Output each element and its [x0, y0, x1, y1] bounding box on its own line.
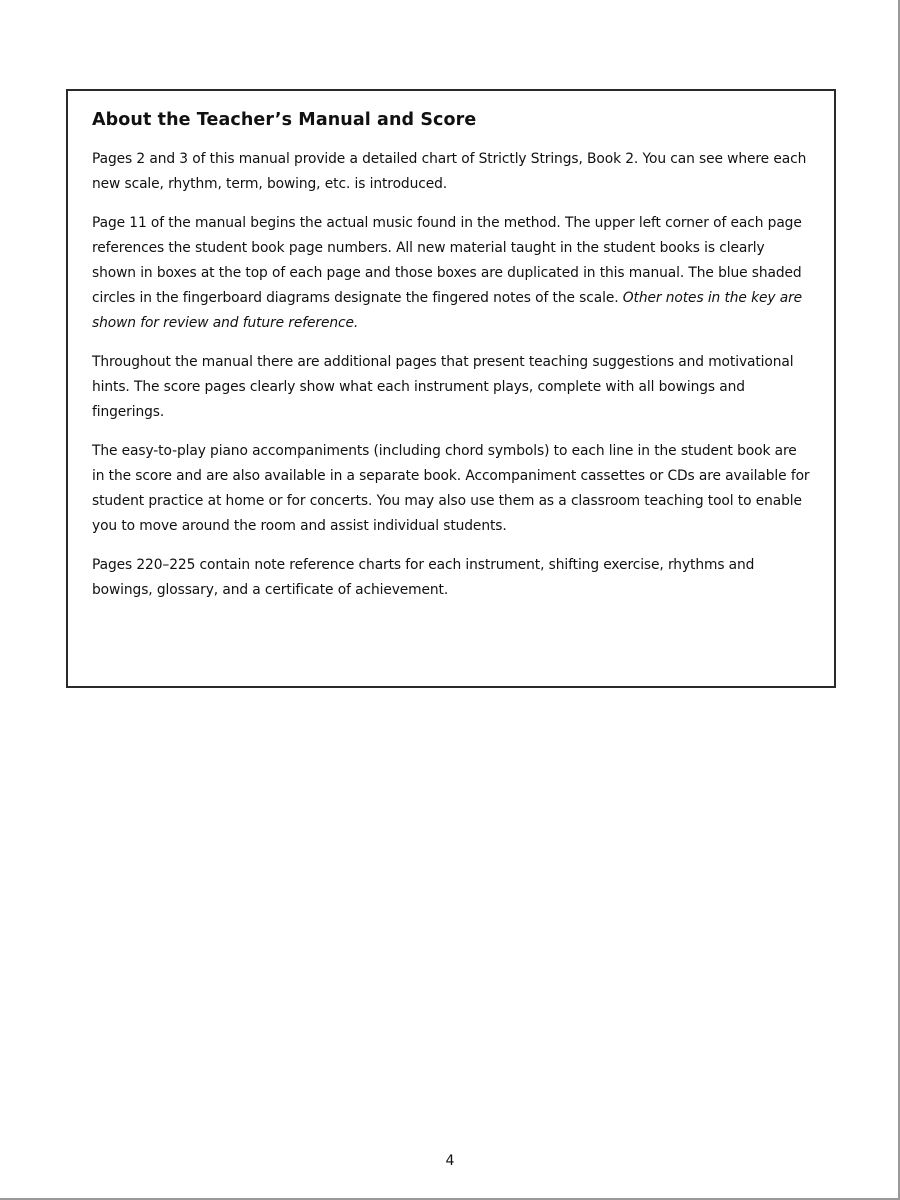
about-manual-box — [66, 89, 836, 688]
paragraph-chart-overview: Pages 2 and 3 of this manual provide a detailed chart of Strictly Strings, Book 2. You can see where each new scale, rhythm, term, bowing, etc. is introduced. — [92, 150, 807, 192]
box-title: About the Teacher’s Manual and Score — [92, 110, 477, 130]
paragraph-piano-accompaniments: The easy-to-play piano accompaniments (including chord symbols) to each line in the student book are in the score and are also available in a separate book. Accompaniment cassettes or CDs are available for student practice at home or for concerts. You may also use them as a classroom teaching tool to enable you to move around the room and assist individual students. — [92, 442, 810, 534]
paragraph-teaching-suggestions: Throughout the manual there are additional pages that present teaching suggestions and motivational hints. The score pages clearly show what each instrument plays, complete with all bowings and fingerings. — [92, 353, 794, 420]
paragraph-music-pages — [92, 211, 810, 336]
paragraph-music-pages-text: Page 11 of the manual begins the actual music found in the method. The upper left corner of each page references the student book page numbers. All new material taught in the student books is clearly shown in boxes at the top of each page and those boxes are duplicated in this manual. The blue shaded circles in the fingerboard diagrams designate the fingered notes of the scale. — [92, 214, 802, 306]
paragraph-reference-charts: Pages 220–225 contain note reference charts for each instrument, shifting exercise, rhythms and bowings, glossary, and a certificate of achievement. — [92, 556, 755, 598]
paragraph-music-pages-italic: Other notes in the key are shown for review and future reference. — [92, 289, 803, 331]
page-number: 4 — [445, 1153, 455, 1169]
